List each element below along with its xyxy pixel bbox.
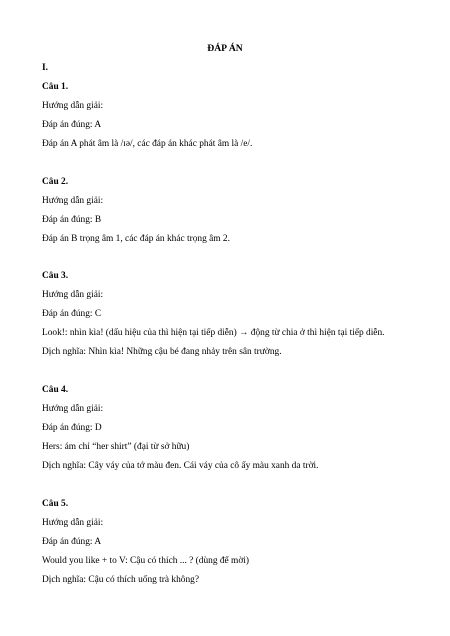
question-5-answer: Đáp án đúng: A [42,537,102,547]
question-1-explanation: Đáp án A phát âm là /ɪə/, các đáp án khác phát âm là /e/. [42,139,253,149]
question-5-heading: Câu 5. [42,499,69,509]
document-title: ĐÁP ÁN [207,43,243,54]
question-4-explanation: Hers: ám chỉ “her shirt” (đại từ sở hữu) [42,442,190,452]
question-2-explanation: Đáp án B trọng âm 1, các đáp án khác trọng âm 2. [42,234,230,244]
question-4-answer: Đáp án đúng: D [42,423,102,433]
question-3-translation: Dịch nghĩa: Nhìn kìa! Những cậu bé đang nhảy trên sân trường. [42,347,282,357]
question-4-translation: Dịch nghĩa: Cây váy của tớ màu đen. Cái váy của cô ấy màu xanh da trời. [42,461,319,471]
question-2-heading: Câu 2. [42,177,69,187]
question-2-guide: Hướng dẫn giải: [42,196,104,206]
question-1-guide: Hướng dẫn giải: [42,101,104,111]
question-1-heading: Câu 1. [42,82,69,92]
section-heading: I. [42,63,48,73]
question-5-explanation: Would you like + to V: Cậu có thích ... ? (dùng để mời) [42,556,250,566]
question-3-heading: Câu 3. [42,271,69,281]
question-1-answer: Đáp án đúng: A [42,120,102,130]
question-3-explanation: Look!: nhìn kìa! (dấu hiệu của thì hiện tại tiếp diễn) → động từ chia ở thì hiện tại tiếp diễn. [42,328,385,338]
question-5-translation: Dịch nghĩa: Cậu có thích uống trà không? [42,575,199,585]
question-2-answer: Đáp án đúng: B [42,215,102,225]
question-3-guide: Hướng dẫn giải: [42,290,104,300]
question-5-guide: Hướng dẫn giải: [42,518,104,528]
question-4-guide: Hướng dẫn giải: [42,404,104,414]
question-3-answer: Đáp án đúng: C [42,309,102,319]
question-4-heading: Câu 4. [42,385,69,395]
